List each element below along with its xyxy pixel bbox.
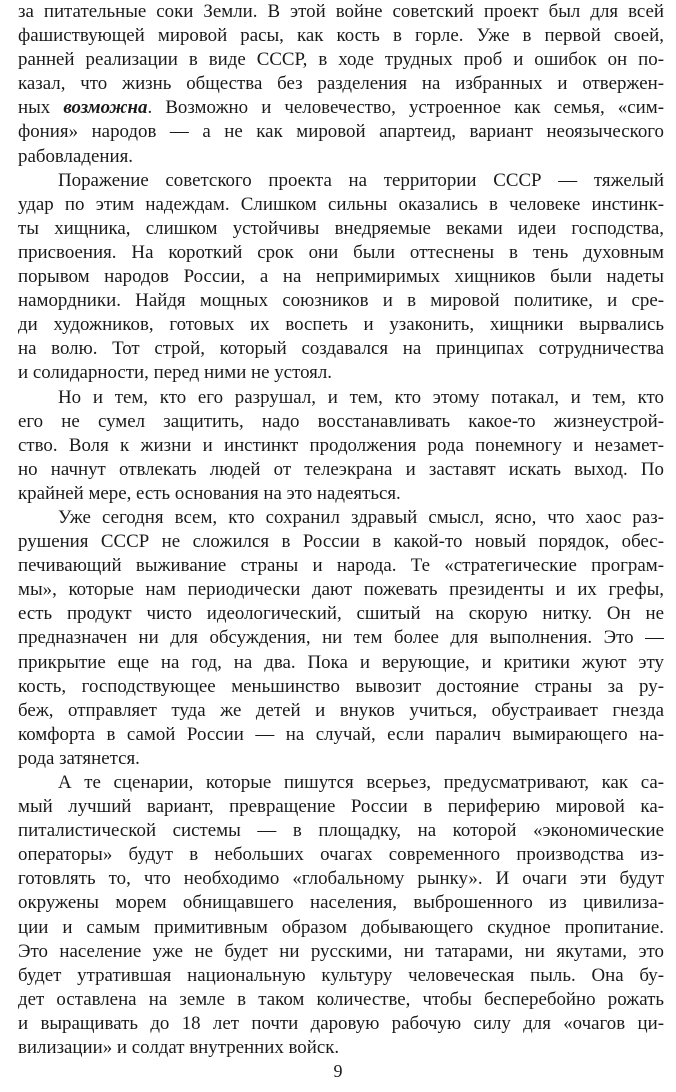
text-line: есть продукт чисто идеологический, сшитый на скорую нитку. Он не [18, 603, 664, 625]
text-line: ты хищника, слишком устойчивы внедряемые веками идеи господства, [18, 217, 664, 239]
page-number: 9 [333, 1061, 343, 1081]
text-line: крайней мере, есть основания на это надеяться. [18, 482, 401, 504]
text-line: рода затянется. [18, 747, 140, 769]
text-line: кость, господствующее меньшинство вывозит достояние страны за ру- [18, 675, 664, 697]
text-line: казал, что жизнь общества без разделения на избранных и отвержен- [18, 73, 664, 95]
text-line: порывом народов России, а на непримиримых хищников были надеты [18, 266, 664, 288]
text-line: ции и самым примитивным образом добывающего скудное пропитание. [18, 916, 664, 938]
paragraph [18, 771, 664, 1060]
text-line: беж, отправляет туда же детей и внуков учиться, обустраивает гнезда [18, 699, 664, 721]
text-line: ди художников, готовых их воспеть и узаконить, хищники вырвались [18, 314, 664, 336]
text-line: мый лучший вариант, превращение России в периферию мировой ка- [18, 796, 664, 818]
text-line: ство. Воля к жизни и инстинкт продолжения рода понемногу и незамет- [18, 434, 664, 456]
text-line: питалистической системы — в площадку, на которой «экономические [18, 820, 664, 842]
text-line: Поражение советского проекта на территории СССР — тяжелый [58, 169, 664, 191]
text-line: рушения СССР не сложился в России в какой-то новый порядок, обес- [18, 531, 664, 553]
paragraph [18, 0, 664, 169]
text-line: прикрытие еще на год, на два. Пока и верующие, и критики жуют эту [18, 651, 664, 673]
text-line: Но и тем, кто его разрушал, и тем, кто этому потакал, и тем, кто [58, 386, 664, 408]
emphasized-word: возможна [63, 97, 148, 119]
text-line: будет утратившая национальную культуру человеческая пыль. Она бу- [18, 964, 664, 986]
text-line: печивающий выживание страны и народа. Те «стратегические програм- [18, 555, 664, 577]
paragraph [18, 386, 664, 506]
text-line: готовлять то, что необходимо «глобальному рынку». И очаги эти будут [18, 868, 664, 890]
text-body [18, 0, 664, 1060]
text-line: намордники. Найдя мощных союзников и в мировой политике, и сре- [18, 290, 664, 312]
text-line: операторы» будут в небольших очагах современного производства из- [18, 844, 664, 866]
text-line: и выращивать до 18 лет почти даровую рабочую силу для «очагов ци- [18, 1012, 664, 1034]
text-line: и солидарности, перед ними не устоял. [18, 362, 333, 384]
text-line: вилизации» и солдат внутренних войск. [18, 1037, 340, 1059]
text-line: предназначен ни для обсуждения, ни тем более для выполнения. Это — [18, 627, 664, 649]
text-line: за питательные соки Земли. В этой войне советский проект был для всей [18, 1, 664, 22]
text-line: окружены морем обнищавшего населения, выброшенного из цивилиза- [18, 892, 664, 914]
paragraph [18, 169, 664, 386]
text-line: комфорта в самой России — на случай, если паралич вымирающего на- [18, 723, 664, 745]
text-line: на волю. Тот строй, который создавался на принципах сотрудничества [18, 338, 664, 360]
text-line: дет оставлена на земле в таком количестве, чтобы бесперебойно рожать [18, 988, 664, 1010]
text-line: А те сценарии, которые пишутся всерьез, предусматривают, как са- [58, 772, 664, 793]
book-page [18, 0, 664, 1060]
text-line: присвоения. На короткий срок они были оттеснены в тень духовным [18, 241, 664, 263]
text-line: но начнут отвлекать людей от телеэкрана и заставят искать выход. По [18, 458, 664, 480]
paragraph [18, 506, 664, 771]
text-line: Уже сегодня всем, кто сохранил здравый смысл, ясно, что хаос раз- [58, 506, 664, 528]
text-line: ранней реализации в виде СССР, в ходе трудных проб и ошибок он по- [18, 49, 664, 71]
text-line: фония» народов — а не как мировой апартеид, вариант неоязыческого [18, 121, 664, 143]
text-line: мы», которые нам периодически дают пожевать президенты и их грефы, [18, 579, 664, 601]
text-line: Это население уже не будет ни русскими, ни татарами, ни якутами, это [18, 940, 664, 962]
text-line: ных возможна. Возможно и человечество, устроенное как семья, «сим- [18, 97, 664, 119]
text-line: фашиствующей мировой расы, как кость в горле. Уже в первой своей, [18, 25, 664, 47]
text-line: его не сумел защитить, надо восстанавливать какое-то жизнеустрой- [18, 410, 664, 432]
text-line: удар по этим надеждам. Слишком сильны оказались в человеке инстинк- [18, 193, 664, 215]
text-line: рабовладения. [18, 145, 133, 167]
